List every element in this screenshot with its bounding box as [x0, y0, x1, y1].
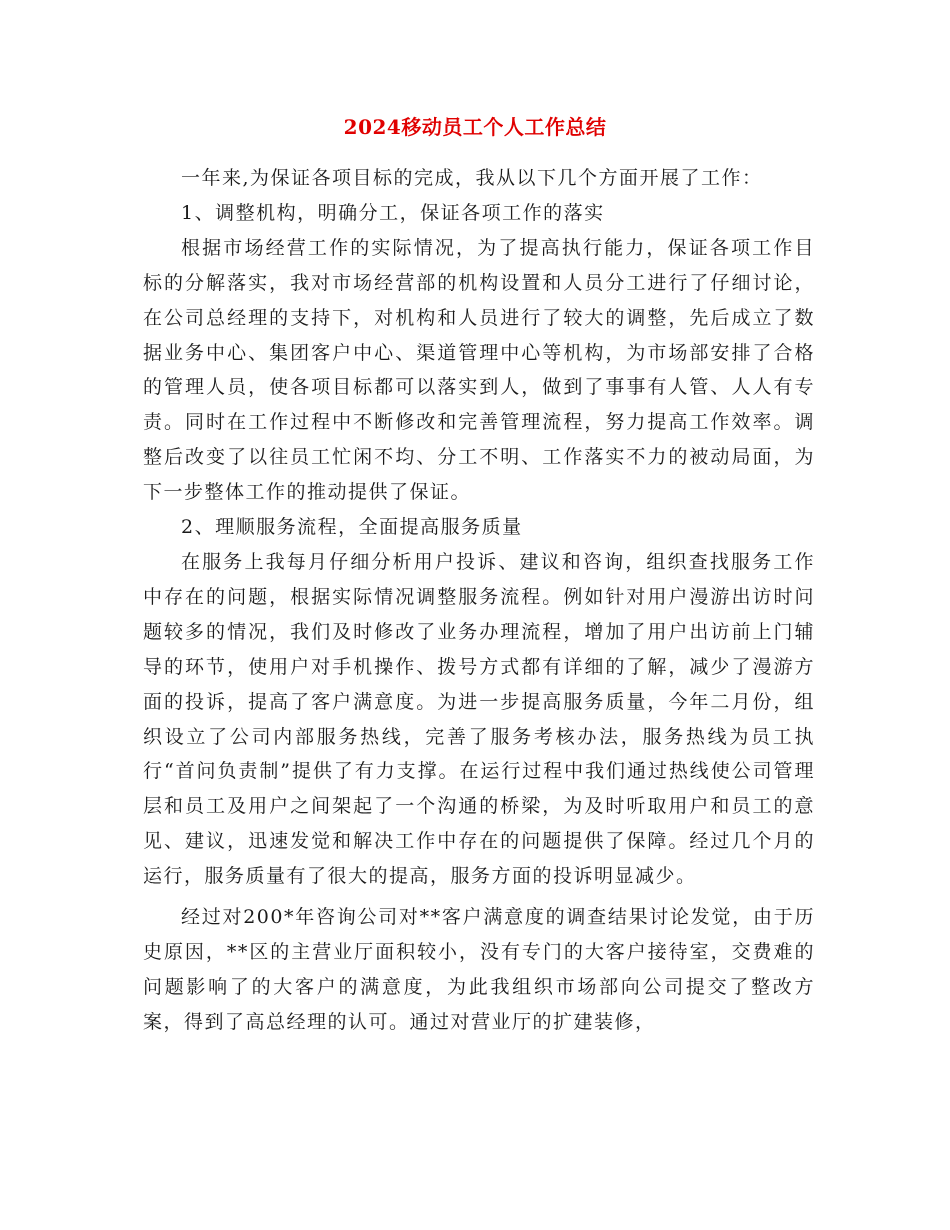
- paragraph-section-1: 根据市场经营工作的实际情况，为了提高执行能力，保证各项工作目标的分解落实，我对市场经营部的机构设置和人员分工进行了仔细讨论，在公司总经理的支持下，对机构和人员进行了较大的调整，先后成立了数据业务中心、集团客户中心、渠道管理中心等机构，为市场部安排了合格的管理人员，使各项目标都可以落实到人，做到了事事有人管、人人有专责。同时在工作过程中不断修改和完善管理流程，努力提高工作效率。调整后改变了以往员工忙闲不均、分工不明、工作落实不力的被动局面，为下一步整体工作的推动提供了保证。: [143, 236, 815, 504]
- section-heading-1: 1、调整机构，明确分工，保证各项工作的落实: [181, 201, 605, 224]
- section-heading-2: 2、理顺服务流程，全面提高服务质量: [181, 516, 523, 539]
- paragraph-section-2: 在服务上我每月仔细分析用户投诉、建议和咨询，组织查找服务工作中存在的问题，根据实际情况调整服务流程。例如针对用户漫游出访时问题较多的情况，我们及时修改了业务办理流程，增加了用户出访前上门辅导的环节，使用户对手机操作、拨号方式都有详细的了解，减少了漫游方面的投诉，提高了客户满意度。为进一步提高服务质量，今年二月份，组织设立了公司内部服务热线，完善了服务考核办法，服务热线为员工执行“首问负责制”提供了有力支撑。在运行过程中我们通过热线使公司管理层和员工及用户之间架起了一个沟通的桥梁，为及时听取用户和员工的意见、建议，迅速发觉和解决工作中存在的问题提供了保障。经过几个月的运行，服务质量有了很大的提高，服务方面的投诉明显减少。: [143, 550, 815, 888]
- paragraph-intro: 一年来,为保证各项目标的完成，我从以下几个方面开展了工作：: [181, 167, 763, 189]
- document-title: 2024移动员工个人工作总结: [343, 115, 607, 139]
- paragraph-survey: 经过对200*年咨询公司对**客户满意度的调查结果讨论发觉，由于历史原因，**区的主营业厅面积较小，没有专门的大客户接待室，交费难的问题影响了的大客户的满意度，为此我组织市场部向公司提交了整改方案，得到了高总经理的认可。通过对营业厅的扩建装修，: [143, 906, 815, 1033]
- document-body: [143, 161, 815, 1040]
